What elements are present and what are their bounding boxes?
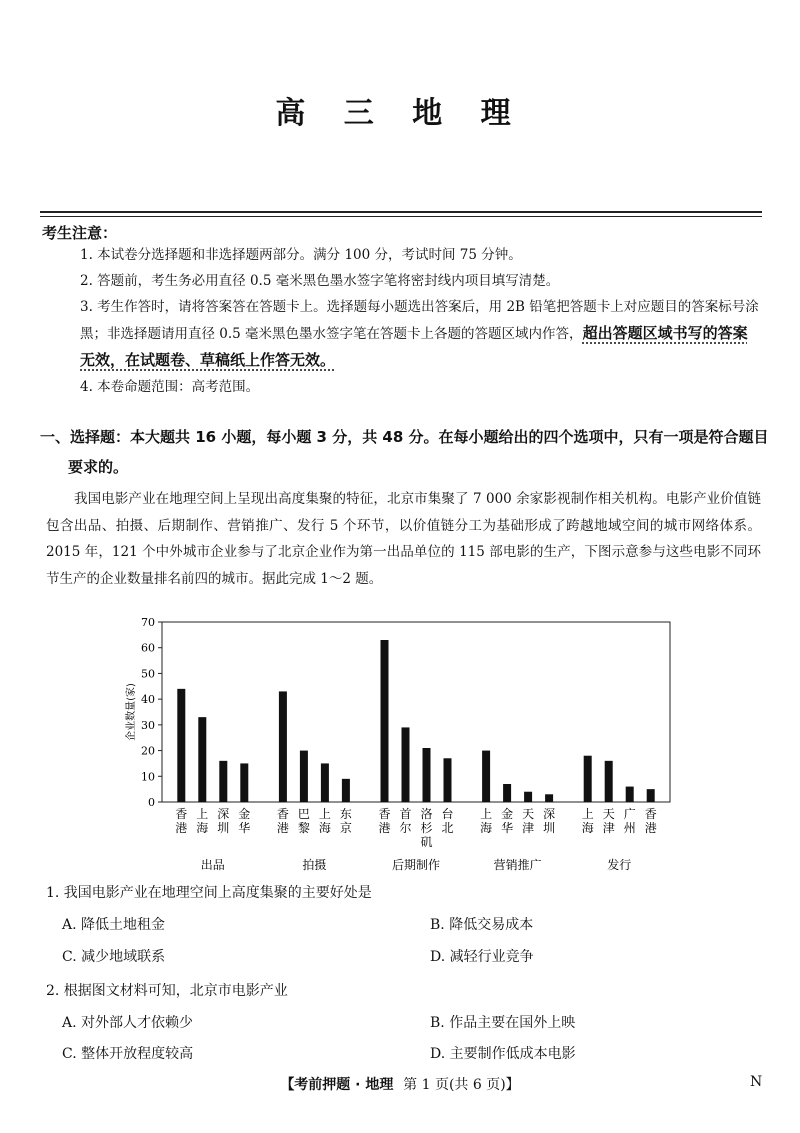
x-category-label-char: 上	[581, 807, 594, 821]
group-label: 发行	[607, 858, 632, 872]
y-tick-label: 30	[141, 718, 155, 732]
x-category-label-char: 黎	[297, 821, 310, 835]
bar-上海	[482, 751, 490, 802]
x-category-label-char: 洛	[420, 807, 433, 821]
bar-上海	[321, 763, 329, 802]
bar-巴黎	[300, 751, 308, 802]
x-category-label-char: 港	[276, 821, 289, 835]
footer-corner-mark: N	[750, 1074, 763, 1090]
y-tick-label: 20	[141, 744, 155, 758]
bar-天津	[605, 761, 613, 802]
x-category-label-char: 港	[644, 821, 657, 835]
group-label: 营销推广	[493, 858, 542, 872]
bar-深圳	[219, 761, 227, 802]
x-category-label-char: 杉	[420, 821, 433, 835]
x-category-label-char: 上	[480, 807, 493, 821]
x-category-label-char: 上	[196, 807, 209, 821]
question-2-option-d[interactable]: D. 主要制作低成本电影	[430, 1046, 576, 1062]
bar-深圳	[545, 794, 553, 802]
footer-label: 【考前押题 · 地理	[280, 1077, 394, 1093]
question-1-option-a[interactable]: A. 降低土地租金	[62, 917, 166, 933]
group-label: 拍摄	[302, 858, 327, 872]
bar-上海	[198, 717, 206, 802]
section-heading-line1: 一、选择题：本大题共 16 小题，每小题 3 分，共 48 分。在每小题给出的四个选项中，只有一项是符合题目	[40, 428, 769, 446]
x-category-label-char: 津	[522, 821, 535, 835]
y-tick-label: 40	[141, 693, 155, 707]
bar-上海	[584, 756, 592, 802]
notice-item-3-text: 3. 考生作答时，请将答案答在答题卡上。选择题每小题选出答案后，用 2B 铅笔把答题卡上对应题目的答案标号涂黑；非选择题请用直径 0.5 毫米黑色墨水签字笔在答题卡上各题的答题区域内作答，	[80, 299, 759, 342]
x-category-label-char: 津	[602, 821, 615, 835]
y-tick-label: 70	[141, 616, 155, 629]
bar-香港	[177, 689, 185, 802]
x-category-label-char: 华	[238, 821, 251, 835]
x-category-label-char: 东	[339, 807, 352, 821]
question-1-option-b[interactable]: B. 降低交易成本	[430, 917, 534, 933]
y-tick-label: 50	[141, 667, 155, 681]
question-1-stem: 1. 我国电影产业在地理空间上高度集聚的主要好处是	[46, 885, 372, 901]
question-2-option-c[interactable]: C. 整体开放程度较高	[62, 1046, 194, 1062]
x-category-label-char: 天	[602, 807, 615, 821]
bar-金华	[503, 784, 511, 802]
x-category-label-char: 巴	[297, 807, 310, 821]
x-category-label-char: 深	[217, 807, 230, 821]
notice-item-2: 2. 答题前，考生务必用直径 0.5 毫米黑色墨水签字笔将密封线内项目填写清楚。	[80, 273, 560, 289]
x-category-label-char: 州	[623, 821, 636, 835]
x-category-label-char: 香	[378, 807, 391, 821]
x-category-label-char: 华	[501, 821, 514, 835]
notice-item-3-highlight: 超出答题区域书写的答案无效，在试题卷、草稿纸上作答无效。	[80, 324, 748, 369]
notice-item-3	[80, 294, 760, 374]
notice-item-1: 1. 本试卷分选择题和非选择题两部分。满分 100 分，考试时间 75 分钟。	[80, 247, 522, 263]
x-category-label-char: 深	[543, 807, 556, 821]
section-heading-line2: 要求的。	[68, 458, 129, 476]
x-category-label-char: 港	[378, 821, 391, 835]
x-category-label-char: 香	[175, 807, 188, 821]
x-category-label-char: 台	[441, 807, 454, 821]
header-rule-thin	[40, 216, 762, 217]
notice-item-4: 4. 本卷命题范围：高考范围。	[80, 379, 260, 395]
x-category-label-char: 天	[522, 807, 535, 821]
bar-香港	[647, 789, 655, 802]
bar-香港	[279, 691, 287, 802]
x-category-label-char: 广	[623, 807, 636, 821]
group-label: 后期制作	[391, 858, 441, 872]
header-rule	[40, 211, 762, 213]
x-category-label-char: 上	[318, 807, 331, 821]
x-category-label-char: 海	[581, 821, 594, 835]
question-2-stem: 2. 根据图文材料可知，北京市电影产业	[46, 983, 288, 999]
bar-洛杉矶	[423, 748, 431, 802]
x-category-label-char: 京	[339, 821, 352, 835]
page-title: 高 三 地 理	[275, 96, 525, 131]
x-category-label-char: 海	[318, 821, 331, 835]
bar-香港	[381, 640, 389, 802]
x-category-label-char: 香	[276, 807, 289, 821]
page-footer	[0, 1074, 800, 1094]
chart-plot-frame	[162, 622, 670, 802]
x-category-label-char: 海	[196, 821, 209, 835]
x-category-label-char: 金	[238, 807, 251, 821]
group-label: 出品	[200, 858, 225, 872]
bar-东京	[342, 779, 350, 802]
y-tick-label: 60	[141, 641, 155, 655]
x-category-label-char: 香	[644, 807, 657, 821]
x-category-label-char: 金	[501, 807, 514, 821]
x-category-label-char: 尔	[399, 821, 412, 835]
x-category-label-char: 矶	[420, 835, 433, 849]
x-category-label-char: 海	[480, 821, 493, 835]
x-category-label-char: 首	[399, 807, 412, 821]
y-tick-label: 0	[148, 796, 155, 809]
bar-首尔	[402, 727, 410, 802]
bar-广州	[626, 787, 634, 802]
bar-chart	[120, 612, 690, 880]
x-category-label-char: 圳	[543, 821, 556, 835]
question-2-option-b[interactable]: B. 作品主要在国外上映	[430, 1015, 576, 1031]
x-category-label-char: 北	[441, 821, 454, 835]
section-heading	[40, 422, 770, 482]
y-tick-label: 10	[141, 770, 155, 784]
x-category-label-char: 圳	[217, 821, 230, 835]
notice-heading: 考生注意：	[42, 224, 118, 242]
bar-台北	[444, 758, 452, 802]
bar-金华	[240, 763, 248, 802]
y-axis-title: 企业数量(家)	[126, 683, 137, 741]
question-1-option-c[interactable]: C. 减少地域联系	[62, 949, 166, 965]
footer-page-number: 第 1 页(共 6 页)】	[403, 1077, 520, 1093]
question-2-option-a[interactable]: A. 对外部人才依赖少	[62, 1015, 194, 1031]
question-1-option-d[interactable]: D. 减轻行业竞争	[430, 949, 534, 965]
bar-天津	[524, 792, 532, 802]
x-category-label-char: 港	[175, 821, 188, 835]
reading-passage: 我国电影产业在地理空间上呈现出高度集聚的特征，北京市集聚了 7 000 余家影视制作相关机构。电影产业价值链包含出品、拍摄、后期制作、营销推广、发行 5 个环节，以价值链分工为基础形成了跨越地域空间的城市网络体系。2015 年，121 个中外城市企业参与了北京企业作为第一出品单位的 115 部电影的生产，下图示意参与这些电影不同环节生产的企业数量排名前四的城市。据此完成 1～2 题。	[46, 491, 761, 587]
